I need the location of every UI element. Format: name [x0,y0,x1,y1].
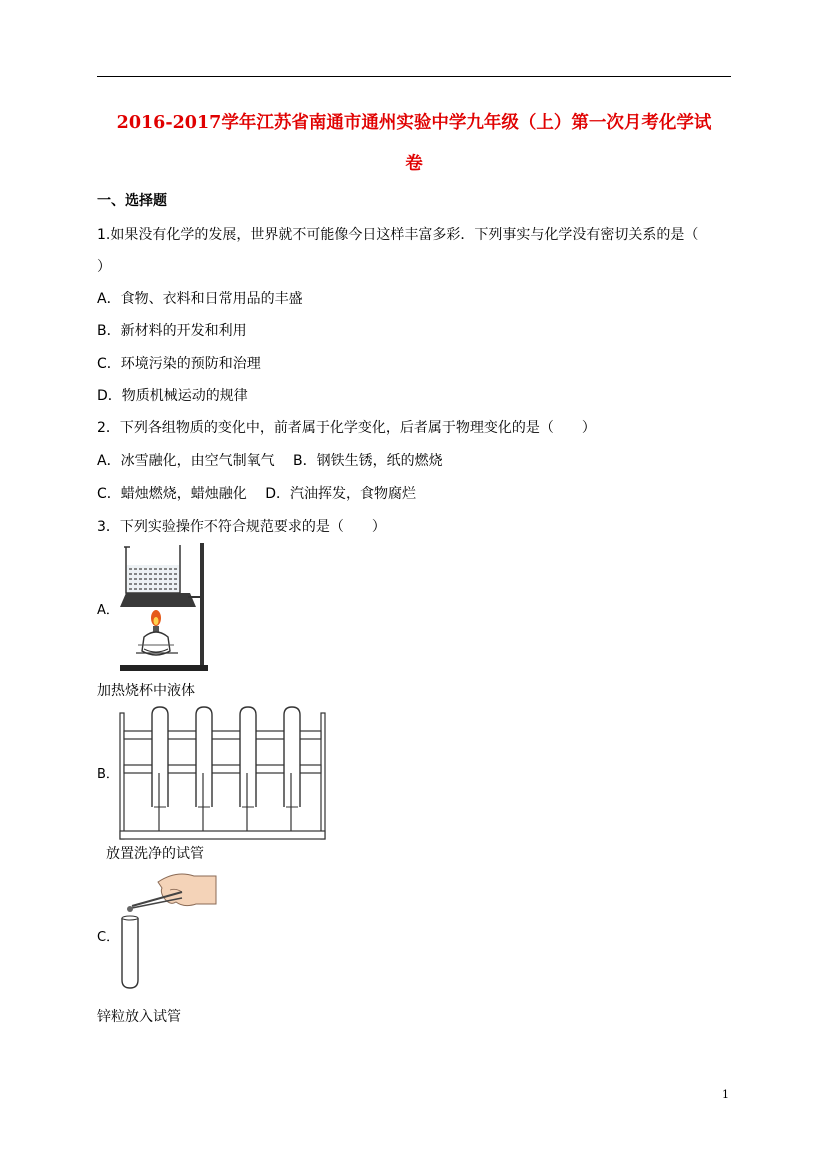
q3-option-c-label: C． [97,930,120,945]
q3-option-b-label: B． [97,767,119,782]
q3-option-c-caption: 锌粒放入试管 [97,1009,181,1025]
q2-stem: 2．下列各组物质的变化中，前者属于化学变化，后者属于物理变化的是（ ） [97,420,596,436]
q3-option-a-caption: 加热烧杯中液体 [97,683,195,699]
page-number: 1 [722,1088,729,1101]
q1-stem-line2: ） [97,259,111,275]
q3-option-a-label: A． [97,603,119,618]
beaker-heating-figure [118,541,210,673]
test-tube-rack-figure [118,703,328,843]
q3-stem: 3．下列实验操作不符合规范要求的是（ ） [97,519,386,535]
zinc-into-tube-figure [118,868,218,990]
q1-stem-line1: 1.如果没有化学的发展，世界就不可能像今日这样丰富多彩．下列事实与化学没有密切关系的是（ [97,227,699,243]
q1-option-c: C．环境污染的预防和治理 [97,356,261,372]
document-title-line2: 卷 [405,154,423,174]
q2-options-line1: A．冰雪融化，由空气制氧气 B．钢铁生锈，纸的燃烧 [97,453,443,469]
q1-option-d: D．物质机械运动的规律 [97,388,248,404]
document-title-line1: 2016-2017学年江苏省南通市通州实验中学九年级（上）第一次月考化学试 [116,113,712,133]
q1-option-b: B．新材料的开发和利用 [97,323,247,339]
q1-option-a: A．食物、衣料和日常用品的丰盛 [97,291,303,307]
header-rule [97,76,731,77]
q3-option-b-caption: 放置洗净的试管 [106,846,204,862]
q2-options-line2: C．蜡烛燃烧，蜡烛融化 D．汽油挥发，食物腐烂 [97,486,417,502]
section-heading: 一、选择题 [97,193,167,209]
